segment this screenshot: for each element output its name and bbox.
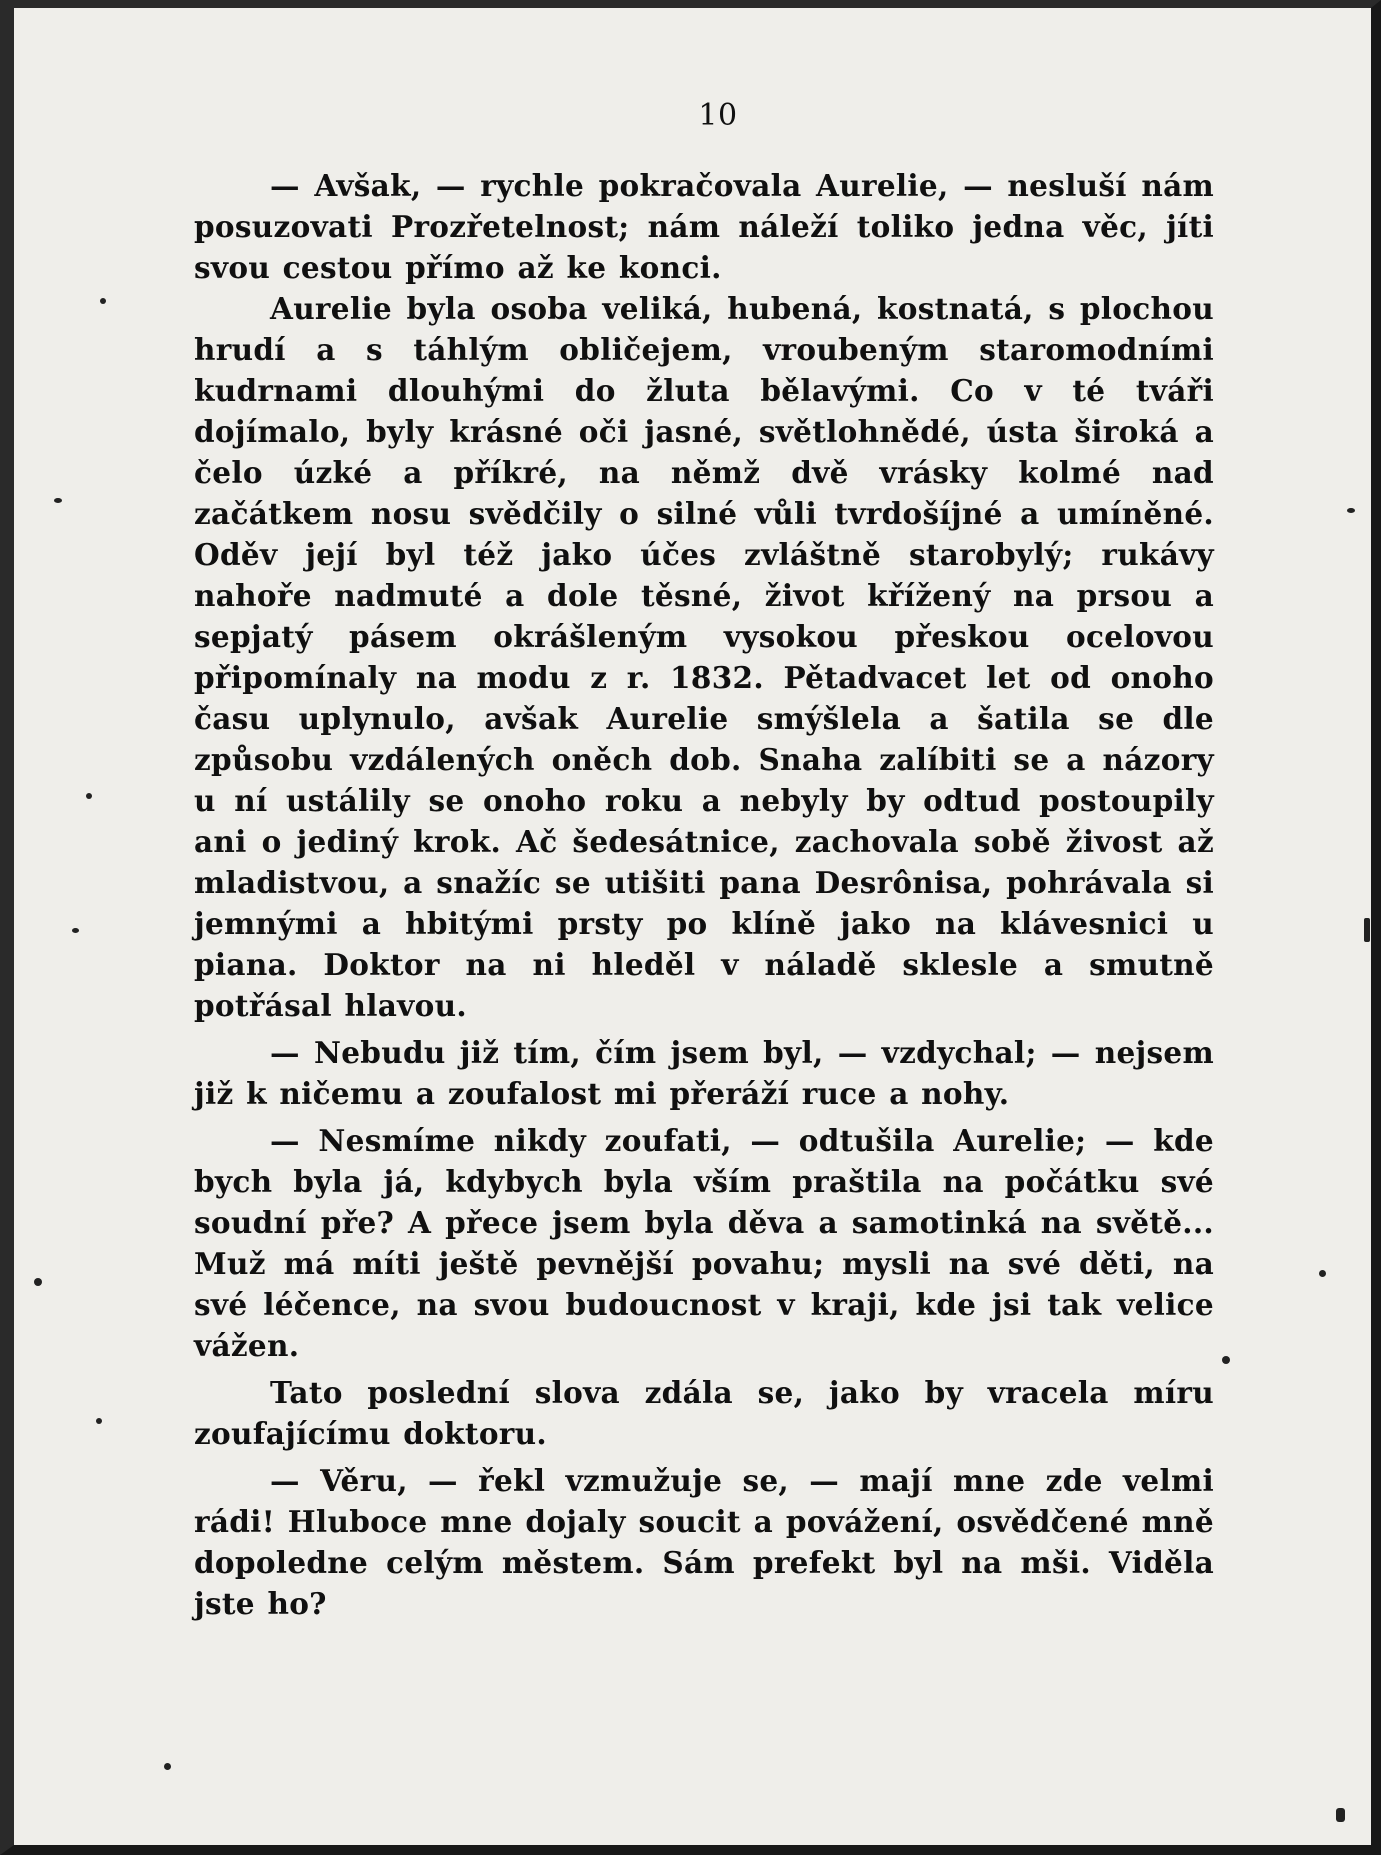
paragraph: — Nebudu již tím, čím jsem byl, — vzdychal; — nejsem již k ničemu a zoufalost mi přeráží ruce a nohy. (194, 1035, 1214, 1111)
paragraph: — Avšak, — rychle pokračovala Aurelie, — nesluší nám posuzovati Prozřetelnost; nám náleží toliko jedna věc, jíti svou cestou přímo až ke konci. (194, 168, 1214, 285)
paragraph: Aurelie byla osoba veliká, hubená, kostnatá, s plochou hrudí a s táhlým obličejem, vroubeným staromodními kudrnami dlouhými do žluta bělavými. Co v té tváři dojímalo, byly krásné oči jasné, světlohnědé, ústa široká a čelo úzké a příkré, na němž dvě vrásky kolmé nad začátkem nosu svědčily o silné vůli tvrdošíjné a umíněné. Oděv její byl též jako účes zvláštně starobylý; rukávy nahoře nadmuté a dole těsné, život křížený na prsou a sepjatý pásem okrášleným vysokou přeskou ocelovou připomínaly na modu z r. 1832. Pětadvacet let od onoho času uplynulo, avšak Aurelie smýšlela a šatila se dle způsobu vzdálených oněch dob. Snaha zalíbiti se a názory u ní ustálily se onoho roku a nebyly by odtud postoupily ani o jediný krok. Ač šedesátnice, zachovala sobě živost až mladistvou, a snažíc se utišiti pana Desrônisa, pohrávala si jemnými a hbitými prsty po klíně jako na klávesnici u piana. Doktor na ni hleděl v náladě sklesle a smutně potřásal hlavou. (194, 291, 1214, 1023)
paragraph: — Věru, — řekl vzmužuje se, — mají mne zde velmi rádi! Hluboce mne dojaly soucit a povážení, osvědčené mně dopoledne celým městem. Sám prefekt byl na mši. Viděla jste ho? (194, 1463, 1214, 1621)
page-number: 10 (698, 98, 738, 133)
body-text (194, 165, 1214, 1624)
page-content (194, 98, 1214, 1624)
paragraph: — Nesmíme nikdy zoufati, — odtušila Aurelie; — kde bych byla já, kdybych byla vším praštila na počátku své soudní pře? A přece jsem byla děva a samotinká na světě... Muž má míti ještě pevnější povahu; mysli na své děti, na své léčence, na svou budoucnost v kraji, kde jsi tak velice vážen. (194, 1123, 1214, 1363)
paragraph: Tato poslední slova zdála se, jako by vracela míru zoufajícímu doktoru. (194, 1375, 1214, 1451)
